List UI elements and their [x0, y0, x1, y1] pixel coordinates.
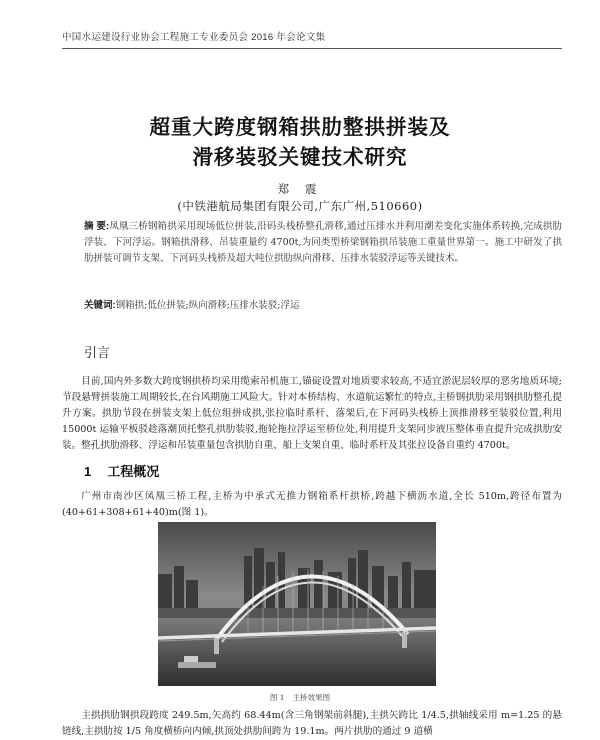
figure-caption-text: 主桥效果图	[292, 693, 331, 702]
paper-title-line2: 滑移装驳关键技术研究	[192, 146, 408, 169]
abstract	[84, 219, 562, 267]
author-affiliation: (中铁港航局集团有限公司,广东广州,510660)	[177, 199, 423, 213]
running-header: 中国水运建设行业协会工程施工专业委员会 2016 年会论文集	[62, 32, 326, 43]
abstract-text: 凤凰三桥钢箱拱采用现场低位拼装,沿码头栈桥整孔滑移,通过压排水并利用潮差变化实施体系转换,完成拱肋浮装、下河浮运。钢箱拱滑移、吊装重量约 4700t,为同类型桥梁钢箱拱吊装施工重量世界第一。施工中研发了拱肋拼装可调节支架、下河码头栈桥及超大吨位拱肋纵向滑移、压排水装驳浮运等关键技术。	[84, 221, 562, 264]
paper-title-line1: 超重大跨度钢箱拱肋整拱拼装及	[149, 116, 451, 139]
section-1-heading	[84, 461, 159, 480]
abstract-label: 摘 要:	[84, 221, 110, 232]
author-name: 郑 震	[277, 182, 323, 196]
section-1-paragraph-2: 主拱拱肋钢拱段跨度 249.5m,矢高约 68.44m(含三角钢架前斜腿),主拱矢跨比 1/4.5,拱轴线采用 m=1.25 的悬链线,主拱肋按 1/5 角度横桥向内倾,拱顶处拱肋间跨为 19.1m。两片拱肋的通过 9 道横	[62, 710, 562, 737]
keywords	[84, 297, 562, 311]
keywords-label: 关键词:	[84, 300, 116, 311]
section-1-paragraph: 广州市南沙区凤凰三桥工程,主桥为中承式无推力钢箱系杆拱桥,跨越下横沥水道,全长 510m,跨径布置为(40+61+308+61+40)m(图 1)。	[62, 491, 562, 518]
section-1-number: 1	[84, 464, 92, 479]
intro-paragraph: 目前,国内外多数大跨度钢拱桥均采用缆索吊机施工,锚碇设置对地质要求较高,不适宜淤泥层较厚的恶劣地质环境;节段悬臂拼装施工周期较长,在台风期施工风险大。针对本桥结构、水道航运繁忙的特点,主桥钢拱肋采用钢拱肋整孔提升方案。拱肋节段在拼装支架上低位组拼成拱,张拉临时系杆、落架后,在下河码头栈桥上顶推滑移至装驳位置,利用 15000t 运输平板驳趁落潮顶托整孔拱肋装驳,拖轮拖拉浮运至桥位处,利用提升支架同步液压整体垂直提升完成拱肋安装。整孔拱肋滑移、浮运和吊装重量包含拱肋自重、船上支架自重、临时系杆及其张拉设备自重约 4700t。	[62, 376, 562, 451]
figure-label: 图 1	[269, 693, 285, 702]
header-rule	[62, 48, 562, 49]
section-1-title: 工程概况	[107, 464, 160, 479]
bridge-photo	[158, 522, 436, 686]
keywords-text: 钢箱拱;低位拼装;纵向滑移;压排水装驳;浮运	[115, 300, 300, 311]
section-intro-heading: 引言	[84, 345, 111, 360]
figure-caption	[0, 692, 600, 703]
bridge-illustration	[158, 522, 436, 686]
